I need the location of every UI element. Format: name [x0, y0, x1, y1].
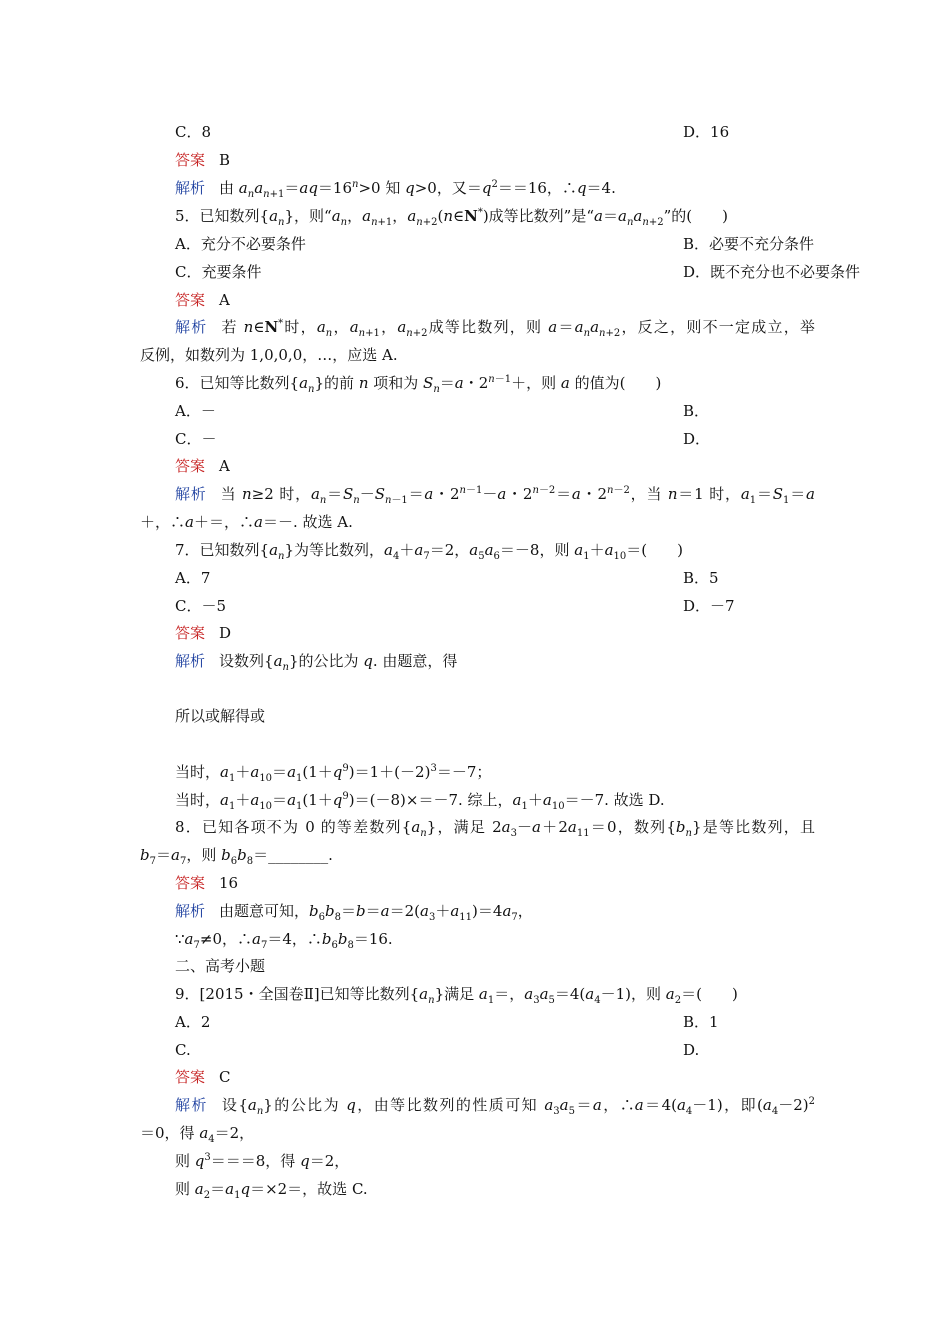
- option-right-column: D．16: [683, 123, 730, 141]
- answer-label: 答案: [175, 874, 206, 892]
- option-right-column: B．: [683, 402, 710, 420]
- text-line: 反例，如数列为 1,0,0,0，…，应选 A.: [140, 346, 398, 364]
- text-line: 当时，$a_1+a_{10}=a_1(1+q^9)=(-8)\times=-7$. 综上，$a_1+a_{10}=-7$. 故选 D.: [175, 791, 665, 812]
- analysis-label: 解析: [175, 902, 206, 920]
- analysis-label: 解析: [175, 652, 206, 670]
- text-line: 解析 由 $a_na_{n+1}=aq=16^n>0$ 知 q>0，又$=q^2==16$，∴q＝4.: [175, 179, 616, 200]
- text-line: ＋，∴a＋＝，∴a＝－. 故选 A.: [140, 513, 353, 531]
- answer-label: 答案: [175, 291, 206, 309]
- text-line: 7．已知数列$\{a_n\}$为等比数列，$a_4+a_7=2$，$a_5a_6=-8$，则 $a_1+a_{10}=$( ): [175, 541, 683, 562]
- text-line: 答案 A: [175, 457, 230, 475]
- text-line: $\because a_7\ne 0$，$\therefore a_7=4$，$\therefore b_6b_8=16$.: [175, 930, 393, 951]
- text-line: 则 $a_2=a_1q=\times 2=$，故选 C.: [175, 1180, 368, 1201]
- text-line: 5．已知数列$\{a_n\}$，则“$a_n$，$a_{n+1}$，$a_{n+2}(n\in N^*)$成等比数列”是“$a=a_na_{n+2}$”的( ): [175, 207, 728, 228]
- text-line: 当时，$a_1+a_{10}=a_1(1+q^9)=1+(-2)^3=-7$；: [175, 763, 492, 784]
- text-line: C．充要条件 D．既不充分也不必要条件: [175, 263, 861, 281]
- analysis-label: 解析: [175, 485, 207, 503]
- text-line: 答案 B: [175, 151, 231, 169]
- option-right-column: D.: [683, 1041, 700, 1059]
- text-line: A．7 B．5: [175, 569, 719, 587]
- text-line: C. D.: [175, 1041, 700, 1059]
- text-line: 解析 设$\{a_n\}$的公比为 q，由等比数列的性质可知 $a_3a_5=a$，$\therefore a=4(a_4-1)$，即$(a_4-2)^2$: [175, 1096, 815, 1117]
- text-line: 则 $q^3===8$，得 q＝2，: [175, 1152, 350, 1170]
- text-line: A．充分不必要条件 B．必要不充分条件: [175, 235, 815, 253]
- text-line: C．－5 D．－7: [175, 597, 735, 615]
- option-right-column: B．5: [683, 569, 719, 587]
- analysis-label: 解析: [175, 1096, 208, 1114]
- text-line: ＝0，得 $a_4=2$，: [140, 1124, 255, 1145]
- text-line: 二、高考小题: [175, 957, 266, 975]
- text-line: 解析 由题意可知，$b_6b_8=b=a=2(a_3+a_{11})=4a_7$，: [175, 902, 533, 923]
- text-line: 所以或解得或: [175, 707, 266, 725]
- option-right-column: B．1: [683, 1013, 719, 1031]
- option-right-column: B．必要不充分条件: [683, 235, 815, 253]
- text-line: 答案 D: [175, 624, 232, 642]
- text-line: 6．已知等比数列$\{a_n\}$的前 n 项和为 $S_n=a$・$2^{n-1}+$，则 a 的值为( ): [175, 374, 662, 395]
- option-right-column: D．既不充分也不必要条件: [683, 263, 861, 281]
- text-line: 答案 A: [175, 291, 230, 309]
- text-line: 解析 设数列$\{a_n\}$的公比为 q. 由题意，得: [175, 652, 458, 673]
- text-line: 8．已知各项不为 0 的等差数列$\{a_n\}$，满足 $2a_3-a+2a_{11}=0$，数列$\{b_n\}$是等比数列，且: [175, 818, 815, 839]
- text-line: 9．[2015・全国卷Ⅱ]已知等比数列$\{a_n\}$满足 $a_1=$，$a_3a_5=4(a_4-1)$，则 $a_2=$( ): [175, 985, 738, 1006]
- text-line: $b_7=a_7$，则 $b_6b_8=\_\_\_\_\_\_\_\_$.: [140, 846, 333, 867]
- answer-label: 答案: [175, 1068, 206, 1086]
- text-line: 答案 C: [175, 1068, 231, 1086]
- text-line: 答案 16: [175, 874, 239, 892]
- text-line: A．2 B．1: [175, 1013, 719, 1031]
- analysis-label: 解析: [175, 318, 208, 336]
- text-line: C．－ D．: [175, 430, 711, 448]
- text-line: 解析 若 n∈N*时，$a_n$，$a_{n+1}$，$a_{n+2}$成等比数列，则 $a=a_na_{n+2}$，反之，则不一定成立，举: [175, 318, 815, 339]
- text-line: A．－ B．: [175, 402, 710, 420]
- text-line: C．8 D．16: [175, 123, 730, 141]
- text-line: 解析 当 n≥2 时，$a_n=S_n-S_{n-1}=a$・$2^{n-1}-a$・$2^{n-2}=a$・$2^{n-2}$，当 n＝1 时，$a_1=S_1=a$: [175, 485, 815, 506]
- answer-label: 答案: [175, 624, 206, 642]
- answer-label: 答案: [175, 151, 206, 169]
- option-right-column: D．: [683, 430, 711, 448]
- answer-label: 答案: [175, 457, 206, 475]
- option-right-column: D．－7: [683, 597, 735, 615]
- analysis-label: 解析: [175, 179, 206, 197]
